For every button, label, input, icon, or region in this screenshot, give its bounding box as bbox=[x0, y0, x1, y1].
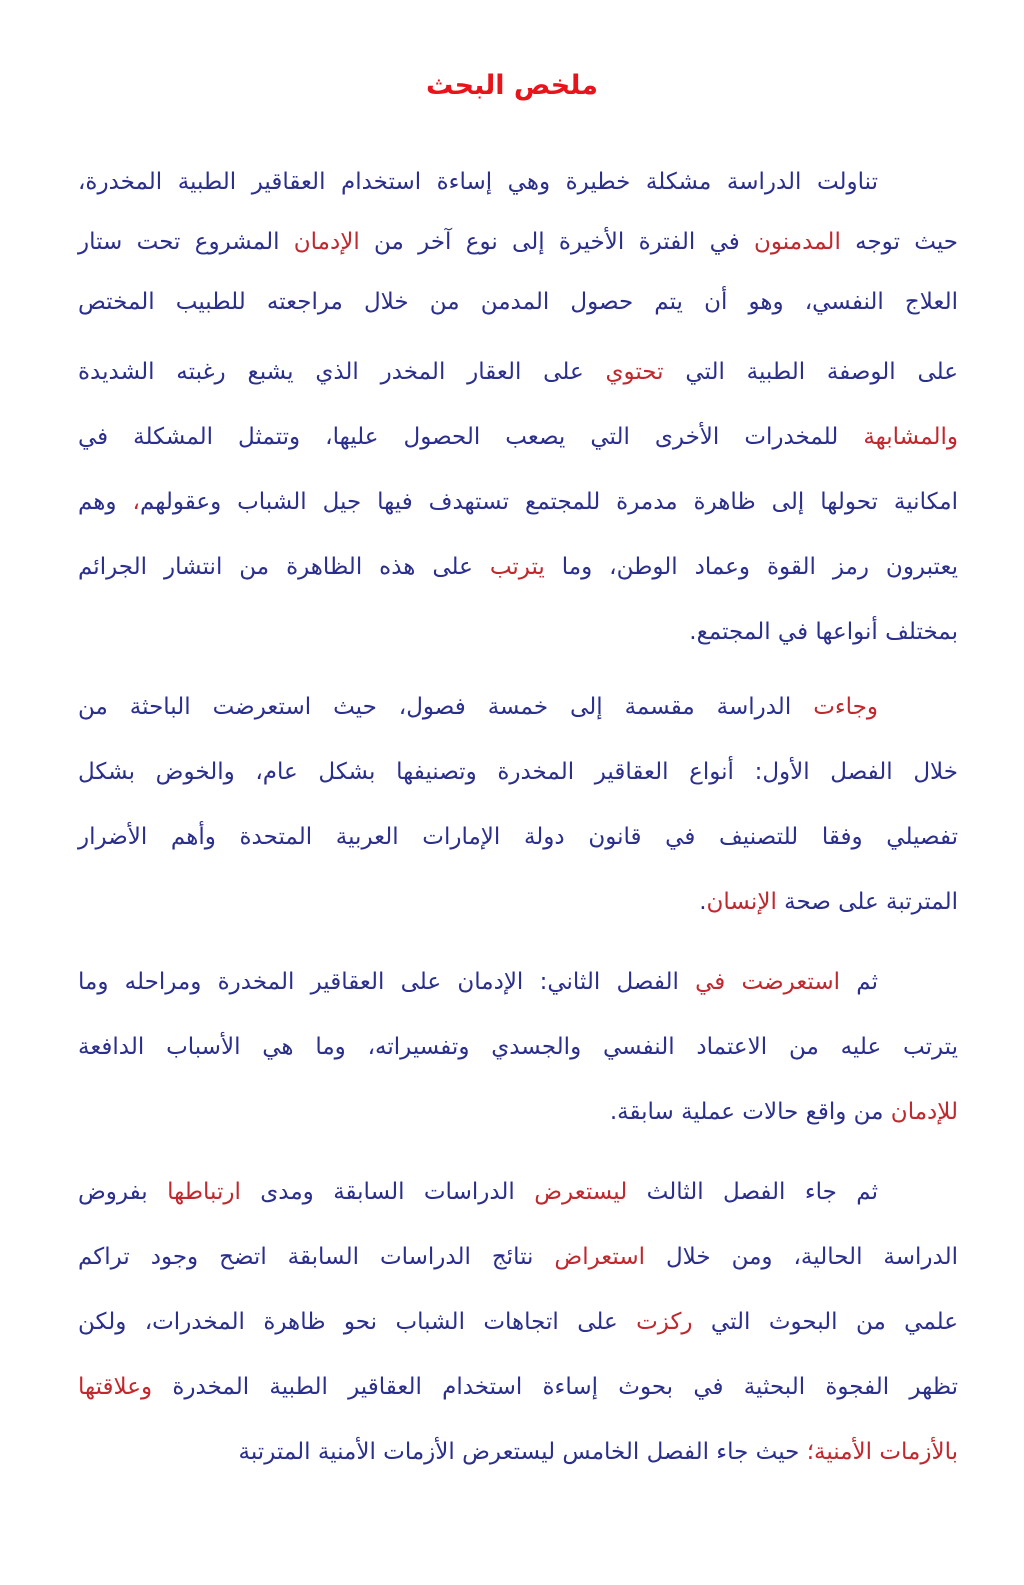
text-segment: على اتجاهات الشباب نحو ظاهرة المخدرات، ولكن bbox=[78, 1309, 637, 1335]
highlighted-word: ، bbox=[132, 489, 140, 515]
text-segment: للمخدرات الأخرى التي يصعب الحصول عليها، وتتمثل المشكلة في bbox=[78, 424, 864, 450]
page-title: ملخص البحث bbox=[426, 70, 598, 101]
text-line bbox=[78, 157, 878, 207]
text-segment: ثم bbox=[840, 969, 878, 995]
text-line bbox=[78, 477, 958, 527]
text-segment: في الفترة الأخيرة إلى نوع آخر من bbox=[359, 229, 755, 255]
text-line bbox=[78, 1232, 958, 1282]
text-segment: الفصل الثاني: الإدمان على العقاقير المخدرة ومراحله وما bbox=[78, 969, 696, 995]
highlighted-word: وجاءت bbox=[813, 694, 878, 720]
text-line bbox=[78, 542, 958, 592]
text-segment: حيث جاء الفصل الخامس ليستعرض الأزمات الأمنية المترتبة bbox=[238, 1439, 807, 1465]
text-line bbox=[78, 682, 878, 732]
text-line bbox=[78, 607, 958, 657]
text-segment: على العقار المخدر الذي يشبع رغبته الشديدة bbox=[78, 359, 606, 385]
highlighted-word: يترتب bbox=[489, 554, 545, 580]
highlighted-word: ارتباطها bbox=[167, 1179, 241, 1205]
highlighted-word: وعلاقتها bbox=[78, 1374, 153, 1400]
text-segment: وهم bbox=[78, 489, 133, 515]
text-segment: الدراسة مقسمة إلى خمسة فصول، حيث استعرضت الباحثة من bbox=[78, 694, 814, 720]
text-segment: خلال الفصل الأول: أنواع العقاقير المخدرة وتصنيفها بشكل عام، والخوض بشكل bbox=[78, 759, 958, 785]
text-segment: حيث توجه bbox=[840, 229, 958, 255]
text-segment: علمي من البحوث التي bbox=[692, 1309, 958, 1335]
text-segment: العلاج النفسي، وهو أن يتم حصول المدمن من خلال مراجعته للطبيب المختص bbox=[78, 289, 958, 315]
text-segment: امكانية تحولها إلى ظاهرة مدمرة للمجتمع تستهدف فيها جيل الشباب وعقولهم bbox=[139, 489, 958, 515]
text-line bbox=[78, 1427, 958, 1477]
text-segment: ثم جاء الفصل الثالث bbox=[627, 1179, 879, 1205]
text-line bbox=[78, 1167, 878, 1217]
text-segment: من واقع حالات عملية سابقة. bbox=[609, 1099, 891, 1125]
text-segment: على الوصفة الطبية التي bbox=[663, 359, 958, 385]
highlighted-word: ركزت bbox=[636, 1309, 693, 1335]
highlighted-word: والمشابهة bbox=[863, 424, 958, 450]
text-line bbox=[78, 412, 958, 462]
highlighted-word: للإدمان bbox=[890, 1099, 958, 1125]
text-segment: المترتبة على صحة bbox=[776, 889, 958, 915]
highlighted-word: استعرضت في bbox=[695, 969, 841, 995]
text-segment: المشروع تحت ستار bbox=[78, 229, 294, 255]
highlighted-word: استعراض bbox=[554, 1244, 645, 1270]
text-line bbox=[78, 277, 958, 327]
text-segment: بمختلف أنواعها في المجتمع. bbox=[689, 619, 958, 645]
text-line bbox=[78, 1297, 958, 1347]
text-segment: تناولت الدراسة مشكلة خطيرة وهي إساءة استخدام العقاقير الطبية المخدرة، bbox=[78, 169, 878, 195]
text-line bbox=[78, 217, 958, 267]
text-segment: نتائج الدراسات السابقة اتضح وجود تراكم bbox=[78, 1244, 555, 1270]
text-line bbox=[78, 347, 958, 397]
text-line bbox=[78, 747, 958, 797]
text-segment: بفروض bbox=[78, 1179, 168, 1205]
text-segment: الدراسة الحالية، ومن خلال bbox=[645, 1244, 959, 1270]
text-segment: يعتبرون رمز القوة وعماد الوطن، وما bbox=[544, 554, 958, 580]
text-line bbox=[78, 1022, 958, 1072]
text-line bbox=[78, 812, 958, 862]
text-segment: . bbox=[699, 889, 707, 915]
text-segment: تفصيلي وفقا للتصنيف في قانون دولة الإمارات العربية المتحدة وأهم الأضرار bbox=[78, 824, 958, 850]
highlighted-word: الإدمان bbox=[293, 229, 360, 255]
text-segment: الدراسات السابقة ومدى bbox=[240, 1179, 535, 1205]
highlighted-word: ليستعرض bbox=[534, 1179, 628, 1205]
text-line bbox=[78, 1362, 958, 1412]
highlighted-word: المدمنون bbox=[754, 229, 841, 255]
text-line bbox=[78, 957, 878, 1007]
highlighted-word: بالأزمات الأمنية؛ bbox=[806, 1439, 958, 1465]
text-segment: تظهر الفجوة البحثية في بحوث إساءة استخدام العقاقير الطبية المخدرة bbox=[152, 1374, 958, 1400]
text-segment: على هذه الظاهرة من انتشار الجرائم bbox=[78, 554, 490, 580]
highlighted-word: تحتوي bbox=[605, 359, 664, 385]
highlighted-word: الإنسان bbox=[706, 889, 777, 915]
text-line bbox=[78, 1087, 958, 1137]
text-line bbox=[78, 877, 958, 927]
text-segment: يترتب عليه من الاعتماد النفسي والجسدي وتفسيراته، وما هي الأسباب الدافعة bbox=[78, 1034, 958, 1060]
